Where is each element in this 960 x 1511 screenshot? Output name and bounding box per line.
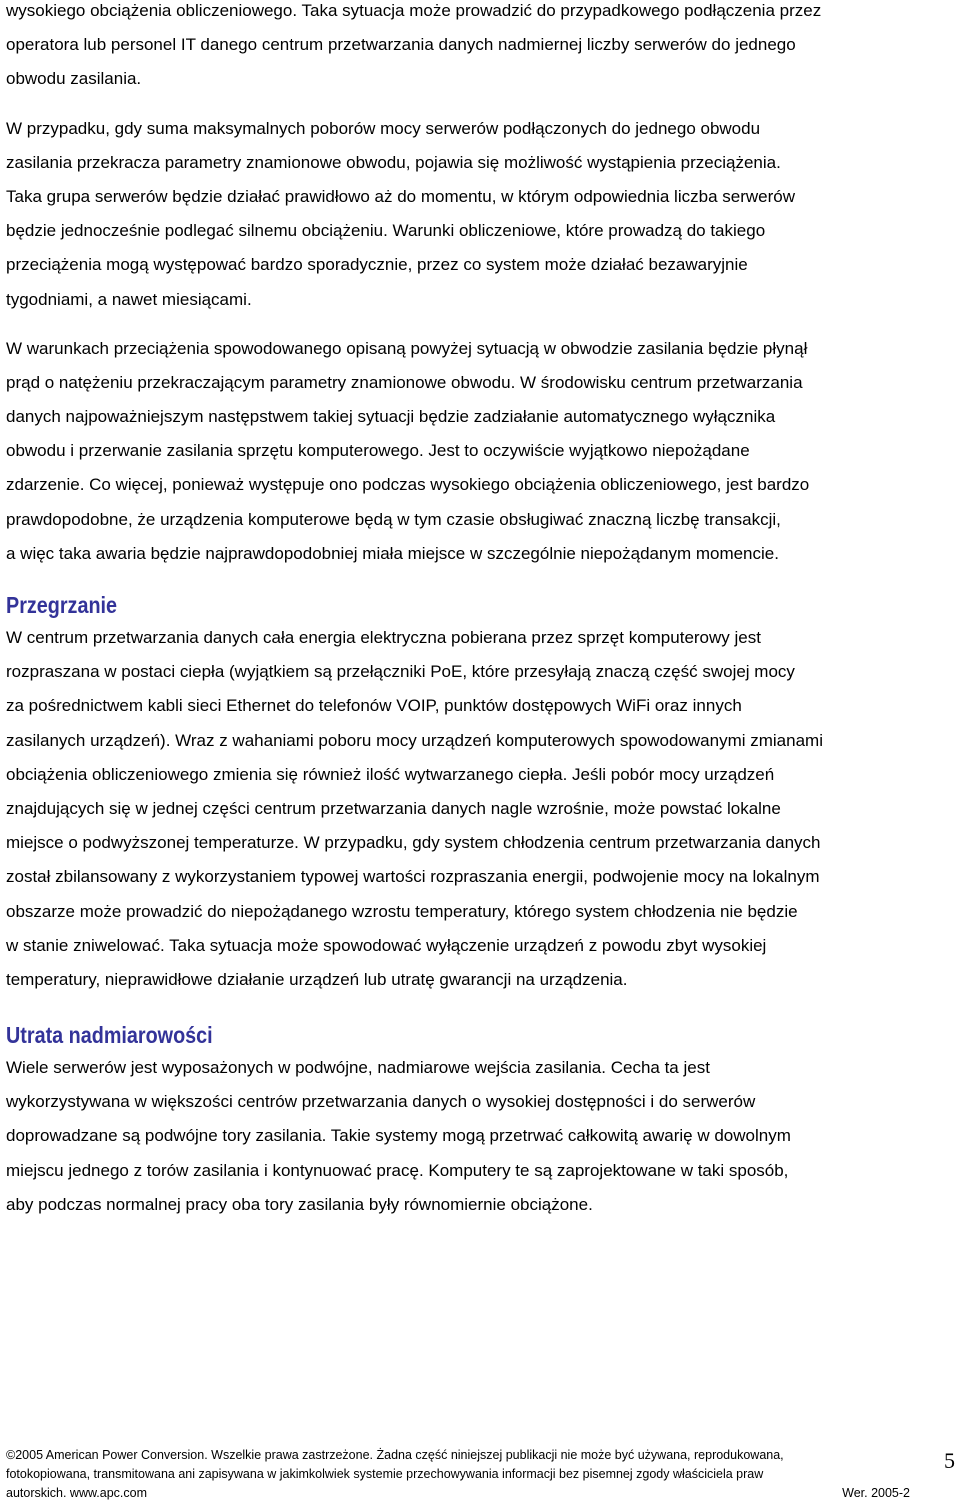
text-line: zdarzenie. Co więcej, ponieważ występuje ono podczas wysokiego obciążenia obliczeniowego, jest bardzo bbox=[6, 475, 810, 495]
text-line: a więc taka awaria będzie najprawdopodobniej miała miejsce w szczególnie niepożądanym momencie. bbox=[6, 543, 779, 563]
text-line: W warunkach przeciążenia spowodowanego opisaną powyżej sytuacją w obwodzie zasilania będzie płynął bbox=[6, 338, 808, 358]
text-line: znajdujących się w jednej części centrum przetwarzania danych nagle wzrośnie, może powstać lokalne bbox=[6, 798, 781, 818]
text-line: zasilanych urządzeń). Wraz z wahaniami poboru mocy urządzeń komputerowych spowodowanymi zmianami bbox=[6, 730, 823, 750]
text-line: będzie jednocześnie podlegać silnemu obciążeniu. Warunki obliczeniowe, które prowadzą do takiego bbox=[6, 221, 766, 241]
text-line: aby podczas normalnej pracy oba tory zasilania były równomiernie obciążone. bbox=[6, 1194, 593, 1214]
text-line: zasilania przekracza parametry znamionowe obwodu, pojawia się możliwość wystąpienia przeciążenia. bbox=[6, 152, 781, 172]
text-line: miejsce o podwyższonej temperaturze. W przypadku, gdy system chłodzenia centrum przetwarzania danych bbox=[6, 833, 821, 853]
section-heading-overheating: Przegrzanie bbox=[6, 592, 118, 618]
text-line: za pośrednictwem kabli sieci Ethernet do telefonów VOIP, punktów dostępowych WiFi oraz innych bbox=[6, 696, 742, 716]
text-line: obciążenia obliczeniowego zmienia się również ilość wytwarzanego ciepła. Jeśli pobór mocy urządzeń bbox=[6, 764, 775, 784]
text-line: Taka grupa serwerów będzie działać prawidłowo aż do momentu, w którym odpowiednia liczba serwerów bbox=[6, 186, 795, 206]
text-line: tygodniami, a nawet miesiącami. bbox=[6, 289, 252, 309]
document-body bbox=[6, 0, 956, 1222]
text-line: doprowadzane są podwójne tory zasilania. Takie systemy mogą przetrwać całkowitą awarię w dowolnym bbox=[6, 1126, 791, 1146]
text-line: miejscu jednego z torów zasilania i kontynuować pracę. Komputery te są zaprojektowane w taki sposób, bbox=[6, 1160, 789, 1180]
paragraph-overheating bbox=[6, 621, 956, 997]
text-line: prawdopodobne, że urządzenia komputerowe będą w tym czasie obsługiwać znaczną liczbę transakcji, bbox=[6, 509, 781, 529]
text-line: został zbilansowany z wykorzystaniem typowej wartości rozpraszania energii, podwojenie mocy na lokalnym bbox=[6, 867, 820, 887]
section-heading-redundancy-loss: Utrata nadmiarowości bbox=[6, 1022, 213, 1049]
page-number: 5 bbox=[944, 1448, 955, 1473]
copyright-line: autorskich. www.apc.com bbox=[6, 1486, 148, 1500]
text-line: danych najpoważniejszym następstwem takiej sytuacji będzie zadziałanie automatycznego wyłącznika bbox=[6, 407, 776, 427]
text-line: W centrum przetwarzania danych cała energia elektryczna pobierana przez sprzęt komputerowy jest bbox=[6, 628, 761, 647]
text-line: przeciążenia mogą występować bardzo sporadycznie, przez co system może działać bezawaryjnie bbox=[6, 255, 748, 275]
paragraph-overload bbox=[6, 112, 956, 317]
text-line: wysokiego obciążenia obliczeniowego. Taka sytuacja może prowadzić do przypadkowego podłączenia przez bbox=[6, 1, 822, 20]
text-line: W przypadku, gdy suma maksymalnych poborów mocy serwerów podłączonych do jednego obwodu bbox=[6, 118, 761, 138]
text-line: temperatury, nieprawidłowe działanie urządzeń lub utratę gwarancji na urządzenia. bbox=[6, 969, 628, 989]
text-line: rozpraszana w postaci ciepła (wyjątkiem są przełączniki PoE, które przesyłają znaczą część swojej mocy bbox=[6, 662, 795, 682]
copyright-line: fotokopiowana, transmitowana ani zapisywana w jakimkolwiek systemie przechowywania informacji bez pisemnej zgody właściciela praw bbox=[6, 1467, 764, 1481]
paragraph-overload-consequences bbox=[6, 332, 956, 571]
page-footer bbox=[6, 1446, 910, 1503]
copyright-line: ©2005 American Power Conversion. Wszelkie prawa zastrzeżone. Żadna część niniejszej publikacji nie może być używana, reprodukowana, bbox=[6, 1448, 784, 1462]
text-line: operatora lub personel IT danego centrum przetwarzania danych nadmiernej liczby serwerów do jednego bbox=[6, 35, 796, 55]
footer-last-line bbox=[6, 1484, 910, 1503]
paragraph-redundancy-loss bbox=[6, 1051, 956, 1222]
version-label: Wer. 2005-2 bbox=[842, 1486, 910, 1500]
text-line: wykorzystywana w większości centrów przetwarzania danych o wysokiej dostępności i do serwerów bbox=[6, 1092, 756, 1112]
text-line: prąd o natężeniu przekraczającym parametry znamionowe obwodu. W środowisku centrum przetwarzania bbox=[6, 372, 803, 392]
text-line: obwodu zasilania. bbox=[6, 69, 142, 89]
text-line: obszarze może prowadzić do niepożądanego wzrostu temperatury, którego system chłodzenia nie będzie bbox=[6, 901, 798, 921]
text-line: Wiele serwerów jest wyposażonych w podwójne, nadmiarowe wejścia zasilania. Cecha ta jest bbox=[6, 1058, 710, 1078]
intro-paragraph bbox=[6, 0, 956, 97]
text-line: obwodu i przerwanie zasilania sprzętu komputerowego. Jest to oczywiście wyjątkowo niepożądane bbox=[6, 441, 750, 461]
text-line: w stanie zniwelować. Taka sytuacja może spowodować wyłączenie urządzeń z powodu zbyt wysokiej bbox=[6, 935, 767, 955]
